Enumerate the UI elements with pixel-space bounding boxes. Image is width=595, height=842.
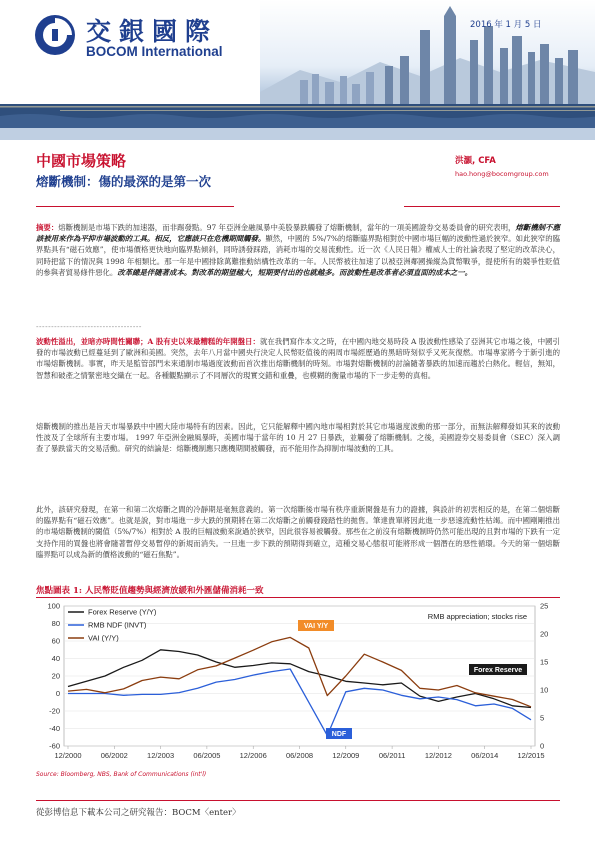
section-1-paragraph xyxy=(36,336,560,381)
y-right-tick-label: 5 xyxy=(540,713,545,723)
chart-annotations xyxy=(298,612,527,739)
x-tick-label: 12/2000 xyxy=(54,751,82,760)
summary-text-2: 顯然，中國的 5%/7%的熔斷臨界點相對於中國市場巨幅的波動性過於狹窄。如此狹窄的臨界點具有“磁石效應”，使市場價格更快地向臨界點傾斜，同時誘發踩踏，消耗市場的交易流動性。近一次《人民日報》權威人士的社論表現了堅定的改革決心，同時把當下的情況與 1998 年相類比。那一年是中國排除萬難推動結構性改革的一年。人民幣被往加速了以被亞洲鄰國操縱為貨幣戰爭，提使所有的競爭性貶值的參與者貿易條件惡化。 xyxy=(36,234,560,277)
footer-rule xyxy=(36,800,560,801)
y-left-tick-label: 100 xyxy=(47,601,60,611)
brand-name-chinese: 交銀國際 xyxy=(86,17,219,46)
x-tick-label: 12/2015 xyxy=(517,751,545,760)
y-left-tick-label: 40 xyxy=(51,654,60,663)
x-tick-label: 06/2011 xyxy=(378,751,406,760)
y-left-tick-label: 80 xyxy=(51,619,60,628)
chart-legend xyxy=(68,608,157,643)
summary-emphasis-2: 改革總是伴隨著成本。對改革的期望越大，短期要付出的也就越多。而波動性是改革者必須直面的成本之一。 xyxy=(117,267,473,277)
summary-label: 摘要： xyxy=(36,223,59,232)
title-rule-left xyxy=(36,206,234,207)
y-left-tick-label: 20 xyxy=(51,671,60,681)
x-tick-label: 12/2006 xyxy=(239,751,267,760)
summary-text-1: 熔斷機制是市場下跌的加速器，而非踢發點。97 年亞洲金融風暴中美股暴跌觸發了熔斷機制，當年的一項美國證券交易委員會的研究表明， xyxy=(58,223,516,232)
x-tick-label: 12/2003 xyxy=(147,751,175,760)
report-header xyxy=(0,0,595,140)
body-paragraph-3: 此外，該研究發現，在第一和第二次熔斷之間的冷靜期是毫無意義的。第一次熔斷後市場有秩序重新開盤是有力的證據，與設計的初衷相反的是，在第二個熔斷的臨界點有“磁石效應”。也就是說，對市場進一步大跌的預期將在第二次熔斷之前觸發踐踏性的拋售。筆達貴單將因此進一步惡速流動性枯竭。而中國剛剛推出的市場熔斷機制的閾值（5%/7%）相對於 A 股的巨幅波動來說過於狹窄，因此很容易被觸發。那些在之前沒有熔斷機制時仍然可能出現的且對市場的下跌有一定支持作用的買盤也將會隨著暫停交易暫停的新規而消失。一旦進一步下跌的預期得到確立，這種交易心態很可能將形成一個潛在的惡性循環。今天的第一個熔斷臨界點可以成為新的價格波動的“磁石焦點”。 xyxy=(36,505,560,559)
forex-rmb-vai-line-chart xyxy=(30,600,565,770)
legend-label: RMB NDF (INVT) xyxy=(88,620,147,630)
brand-name-english: BOCOM International xyxy=(86,44,223,59)
title-rule-right xyxy=(404,206,560,207)
report-subtitle: 熔斷機制：傷的最深的是第一次 xyxy=(36,174,212,189)
annotation-ndf-label: NDF xyxy=(331,731,347,738)
x-tick-label: 06/2014 xyxy=(471,751,499,760)
y-axis-right-ticks xyxy=(540,602,548,751)
y-left-tick-label: -40 xyxy=(49,724,60,733)
section-1-text: 就在我們寫作本文之時，在中國內地交易時段 A 股波動性感染了亞洲其它市場之後，中國引發的市場波動已經蔓延到了歐洲和美國。突然，去年八月當中國央行決定人民幣貶值後的兩周市場經歷過的黑暗時刻似乎又死灰復燃。市場專家將今于新引進的市場熔斷機制。事實，昨天是監管部門未來通制市場過度波動而首次推出熔斷機制的時刻。市場對熔斷機制的討論隨著暴跌的加速而趨於白熱化。輕信，無知，智慧和破產之情緊密地交織在一起。各種觀點顯示了不同層次的現實交錯和重疊，也模糊的衡量市場的下一步走勢的真相。 xyxy=(36,337,560,380)
annotation-vai-label: VAI Y/Y xyxy=(303,623,329,630)
y-right-tick-label: 20 xyxy=(540,629,549,639)
section-divider: ----------------------------------- xyxy=(36,323,142,331)
y-left-tick-label: 60 xyxy=(51,636,60,646)
y-right-tick-label: 10 xyxy=(540,685,549,695)
y-left-tick-label: 0 xyxy=(55,689,60,698)
report-date: 2016 年 1 月 5 日 xyxy=(470,20,542,30)
legend-label: VAI (Y/Y) xyxy=(88,633,119,643)
x-tick-label: 12/2009 xyxy=(332,751,360,760)
y-left-tick-label: -60 xyxy=(49,741,60,751)
annotation-note: RMB appreciation; stocks rise xyxy=(427,612,527,621)
y-axis-left-ticks xyxy=(47,602,60,751)
x-axis-ticks xyxy=(54,746,544,760)
author-name: 洪灝, CFA xyxy=(455,156,496,166)
x-tick-label: 06/2002 xyxy=(100,751,128,760)
series-line xyxy=(68,669,531,736)
y-right-tick-label: 25 xyxy=(540,601,549,611)
chart-title-rule xyxy=(36,597,560,598)
x-tick-label: 06/2005 xyxy=(193,751,221,760)
y-right-tick-label: 0 xyxy=(540,741,545,751)
summary-emphasis-1: 熔斷機制不應該被用來作為平抑市場波動的工具。相反，它應該只在危機期間觸發。 xyxy=(36,223,560,244)
report-title: 中國市場策略 xyxy=(36,152,127,170)
section-1-heading: 波動性溢出，並暗亦時間性關聯；A 股有史以來最糟糕的年開盤日： xyxy=(36,337,260,346)
annotation-forex-label: Forex Reserve xyxy=(473,667,523,674)
summary-paragraph xyxy=(36,222,560,278)
bocom-logo-icon xyxy=(34,14,76,56)
y-left-tick-label: -20 xyxy=(49,706,60,716)
body-paragraph-2: 熔斷機制的推出是旨天市場暴跌中中國大陸市場特有的因素。因此，它只能解釋中國內地市場相對於其它市場過度波動的那一部分，而無法解釋發如其來的波動性波及了全球所有主要市場。 1997 年亞洲金融風暴時，美國市場于當年的 10 月 27 日暴跌，並觸發了熔斷機制。之後，美國證券交易委員會（SEC）深入調查了暴跌當天的交易活動。研究的結論是：熔斷機制應只應機期間被觸發，而不能用作為抑制市場波動的工具。 xyxy=(36,422,560,454)
y-right-tick-label: 15 xyxy=(540,657,549,667)
chart-title: 焦點圖表 1: 人民幣貶值趨勢與經濟放緩和外匯儲備消耗一致 xyxy=(36,586,264,596)
footer-text: 從彭博信息下載本公司之研究報告：BOCM〈enter〉 xyxy=(36,808,241,818)
chart-source: Source: Bloomberg, NBS, Bank of Communications (int'l) xyxy=(36,771,207,778)
x-tick-label: 12/2012 xyxy=(424,751,452,760)
x-tick-label: 06/2008 xyxy=(285,751,314,760)
chart-series-lines xyxy=(68,637,531,735)
author-email[interactable]: hao.hong@bocomgroup.com xyxy=(455,170,549,178)
legend-label: Forex Reserve (Y/Y) xyxy=(88,607,157,617)
